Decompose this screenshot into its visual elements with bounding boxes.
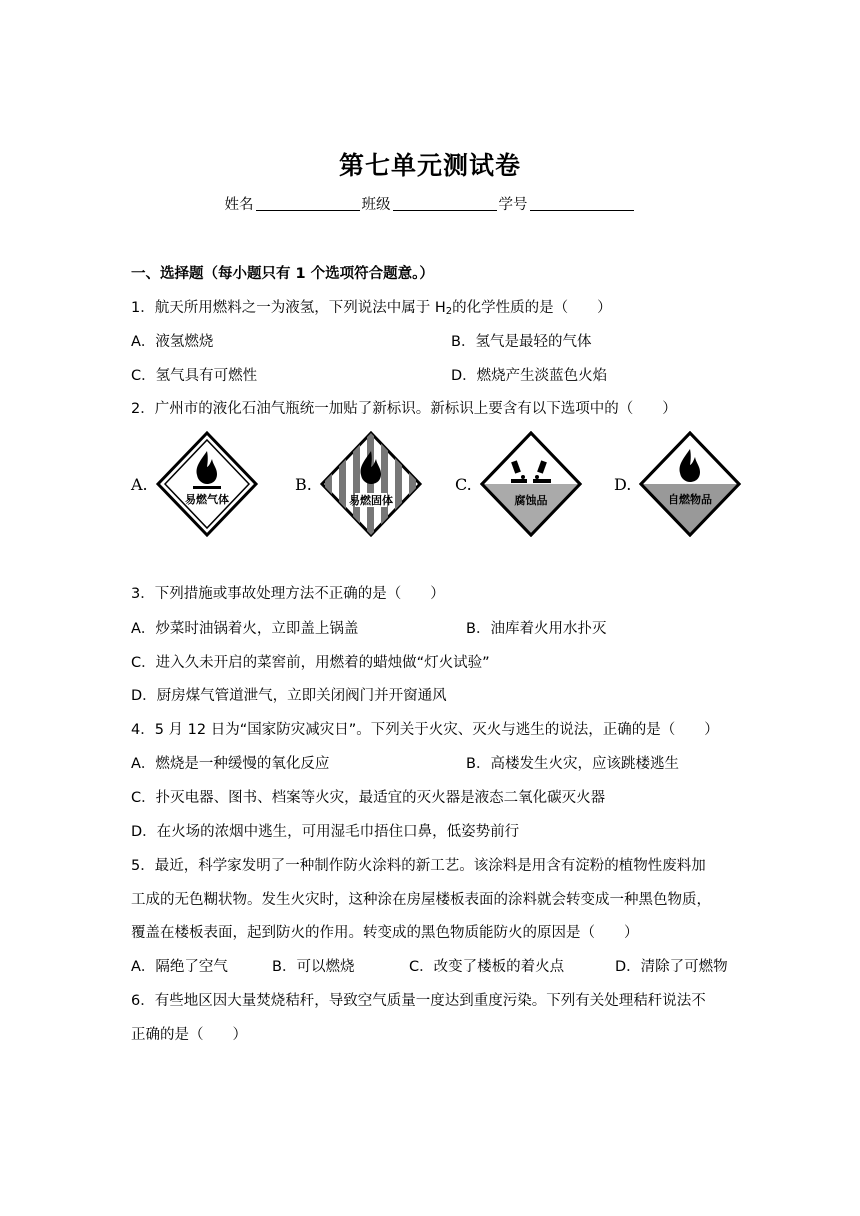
q5-line-1: 5．最近，科学家发明了一种制作防火涂料的新工艺。该涂料是用含有淀粉的植物性废料加 — [131, 858, 706, 874]
q4-option-a: A．燃烧是一种缓慢的氧化反应 — [131, 756, 330, 772]
sign-option-b — [295, 431, 425, 541]
name-blank[interactable] — [256, 196, 360, 211]
q2-stem: 2．广州市的液化石油气瓶统一加贴了新标识。新标识上要含有以下选项中的（ ） — [131, 401, 677, 417]
sign-d-letter: D. — [614, 475, 632, 494]
sign-b-label: 易燃固体 — [349, 494, 393, 507]
q1-stem-after: 的化学性质的是（ ） — [452, 300, 612, 316]
sign-option-d — [614, 431, 744, 541]
corrosive-sign-icon — [479, 431, 583, 537]
q3-option-c: C．进入久未开启的菜窖前，用燃着的蜡烛做“灯火试验” — [131, 655, 490, 671]
q3-option-d: D．厨房煤气管道泄气，立即关闭阀门并开窗通风 — [131, 688, 447, 704]
student-info-line — [0, 193, 860, 214]
sign-a-letter: A. — [131, 475, 148, 494]
q5-option-a: A．隔绝了空气 — [131, 959, 228, 975]
number-blank[interactable] — [530, 196, 634, 211]
q3-stem: 3．下列措施或事故处理方法不正确的是（ ） — [131, 586, 445, 602]
q1-option-d: D．燃烧产生淡蓝色火焰 — [451, 368, 608, 384]
section-heading: 一、选择题（每小题只有 1 个选项符合题意。） — [131, 266, 434, 282]
flammable-solid-sign-icon — [319, 431, 423, 537]
page-title: 第七单元测试卷 — [338, 151, 521, 180]
sign-d-label: 自燃物品 — [668, 493, 712, 506]
q4-stem: 4．5 月 12 日为“国家防灾减灾日”。下列关于火灾、灭火与逃生的说法，正确的是（ ） — [131, 722, 719, 738]
q4-option-d: D．在火场的浓烟中逃生，可用湿毛巾捂住口鼻，低姿势前行 — [131, 824, 520, 840]
q1-stem-before: 1．航天所用燃料之一为液氢，下列说法中属于 H — [131, 300, 446, 316]
q5-option-c: C．改变了楼板的着火点 — [409, 959, 565, 975]
q5-line-2: 工成的无色糊状物。发生火灾时，这种涂在房屋楼板表面的涂料就会转变成一种黑色物质， — [131, 892, 711, 908]
q5-option-b: B．可以燃烧 — [272, 959, 355, 975]
sign-c-label: 腐蚀品 — [514, 494, 548, 507]
sign-option-c — [455, 431, 585, 541]
name-label: 姓名 — [224, 197, 254, 213]
sign-c-letter: C. — [455, 475, 472, 494]
q6-line-2: 正确的是（ ） — [131, 1027, 247, 1043]
q3-option-a: A．炒菜时油锅着火，立即盖上锅盖 — [131, 621, 359, 637]
class-blank[interactable] — [393, 196, 497, 211]
q6-line-1: 6．有些地区因大量焚烧秸秆，导致空气质量一度达到重度污染。下列有关处理秸秆说法不 — [131, 993, 706, 1009]
q1-stem-sub: 2 — [445, 306, 453, 317]
q4-option-c: C．扑灭电器、图书、档案等火灾，最适宜的灭火器是液态二氧化碳灭火器 — [131, 790, 606, 806]
number-label: 学号 — [498, 197, 528, 213]
q3-option-b: B．油库着火用水扑灭 — [466, 621, 607, 637]
q1-option-b: B．氢气是最轻的气体 — [451, 334, 592, 350]
class-label: 班级 — [361, 197, 391, 213]
flammable-gas-sign-icon — [155, 431, 259, 537]
q5-option-d: D．清除了可燃物 — [615, 959, 728, 975]
q4-option-b: B．高楼发生火灾，应该跳楼逃生 — [466, 756, 679, 772]
q5-line-3: 覆盖在楼板表面，起到防火的作用。转变成的黑色物质能防火的原因是（ ） — [131, 925, 639, 941]
q1-option-c: C．氢气具有可燃性 — [131, 368, 258, 384]
sign-option-a — [131, 431, 261, 541]
spontaneous-combustion-sign-icon — [638, 431, 742, 537]
q1-stem — [131, 296, 612, 317]
sign-a-label: 易燃气体 — [185, 493, 229, 506]
q1-option-a: A．液氢燃烧 — [131, 334, 214, 350]
sign-b-letter: B. — [295, 475, 312, 494]
